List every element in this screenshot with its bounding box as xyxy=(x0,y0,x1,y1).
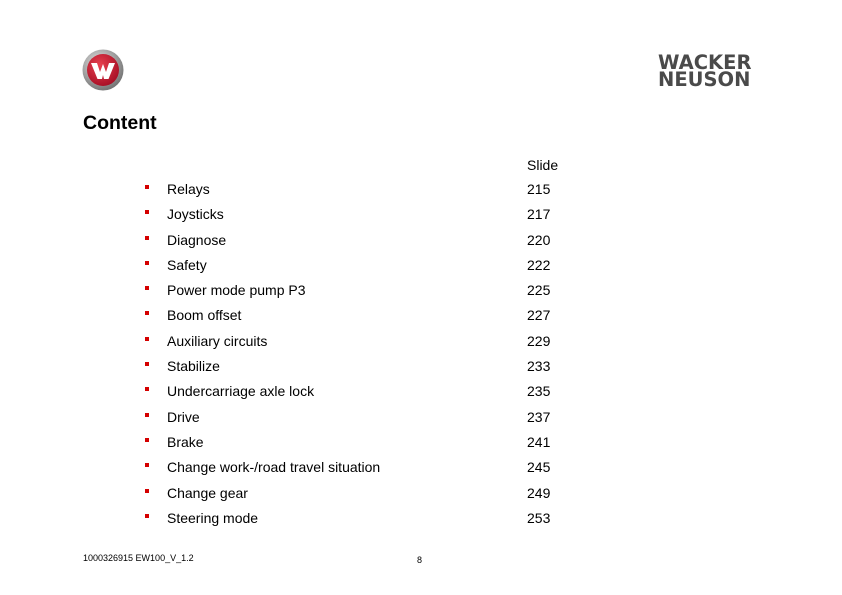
toc-item-label: Safety xyxy=(167,256,207,273)
toc-item xyxy=(0,481,842,506)
toc-item-slide-number: 229 xyxy=(527,332,551,349)
toc-item-slide-number: 235 xyxy=(527,383,551,400)
toc-item-label: Brake xyxy=(167,433,204,450)
bullet-icon xyxy=(145,236,149,240)
toc-item-label: Change gear xyxy=(167,484,248,501)
wacker-w-logo-icon xyxy=(82,49,124,91)
toc-item xyxy=(0,405,842,430)
toc-item-slide-number: 249 xyxy=(527,484,551,501)
bullet-icon xyxy=(145,337,149,341)
bullet-icon xyxy=(145,311,149,315)
toc-item-label: Change work-/road travel situation xyxy=(167,459,381,476)
bullet-icon xyxy=(145,210,149,214)
bullet-icon xyxy=(145,438,149,442)
toc-item-slide-number: 237 xyxy=(527,408,551,425)
toc-item xyxy=(0,329,842,354)
bullet-icon xyxy=(145,362,149,366)
toc-item xyxy=(0,354,842,379)
toc-item xyxy=(0,278,842,303)
toc-item-label: Relays xyxy=(167,181,210,197)
toc-item-label: Auxiliary circuits xyxy=(167,332,268,349)
bullet-icon xyxy=(145,489,149,493)
toc-item-slide-number: 227 xyxy=(527,307,551,324)
wacker-neuson-brand-logo xyxy=(658,51,760,91)
slide-column-header: Slide xyxy=(527,157,559,173)
brand-line-2: NEUSON xyxy=(658,68,751,91)
toc-item xyxy=(0,177,842,202)
toc-item-label: Stabilize xyxy=(167,358,220,375)
toc-item xyxy=(0,430,842,455)
toc-item-label: Steering mode xyxy=(167,509,259,526)
toc-item-slide-number: 253 xyxy=(527,509,551,526)
toc-item xyxy=(0,506,842,531)
toc-item-slide-number: 225 xyxy=(527,282,551,299)
page-number: 8 xyxy=(417,555,423,565)
toc-item xyxy=(0,228,842,253)
bullet-icon xyxy=(145,413,149,417)
bullet-icon xyxy=(145,514,149,518)
document-id: 1000326915 EW100_V_1.2 xyxy=(83,553,194,563)
toc-item xyxy=(0,455,842,480)
bullet-icon xyxy=(145,387,149,391)
toc-item-label: Boom offset xyxy=(167,307,242,324)
toc-item-slide-number: 222 xyxy=(527,256,551,273)
toc-item-slide-number: 215 xyxy=(527,181,551,197)
toc-item-slide-number: 245 xyxy=(527,459,551,476)
page-title: Content xyxy=(83,112,157,134)
toc-item-label: Power mode pump P3 xyxy=(167,282,306,299)
bullet-icon xyxy=(145,286,149,290)
toc-item-slide-number: 217 xyxy=(527,206,551,223)
toc-item-slide-number: 220 xyxy=(527,231,551,248)
bullet-icon xyxy=(145,463,149,467)
toc-item-label: Diagnose xyxy=(167,231,227,248)
toc-item-label: Undercarriage axle lock xyxy=(167,383,315,400)
toc-item-slide-number: 241 xyxy=(527,433,551,450)
brand-line-1: WACKER xyxy=(658,51,752,74)
toc-item-label: Drive xyxy=(167,408,200,425)
toc-item-label: Joysticks xyxy=(167,206,224,223)
bullet-icon xyxy=(145,185,149,189)
toc-item-slide-number: 233 xyxy=(527,358,551,375)
bullet-icon xyxy=(145,261,149,265)
toc-item xyxy=(0,303,842,328)
toc-item xyxy=(0,379,842,404)
toc-item xyxy=(0,202,842,227)
table-of-contents xyxy=(0,177,842,531)
toc-item xyxy=(0,253,842,278)
